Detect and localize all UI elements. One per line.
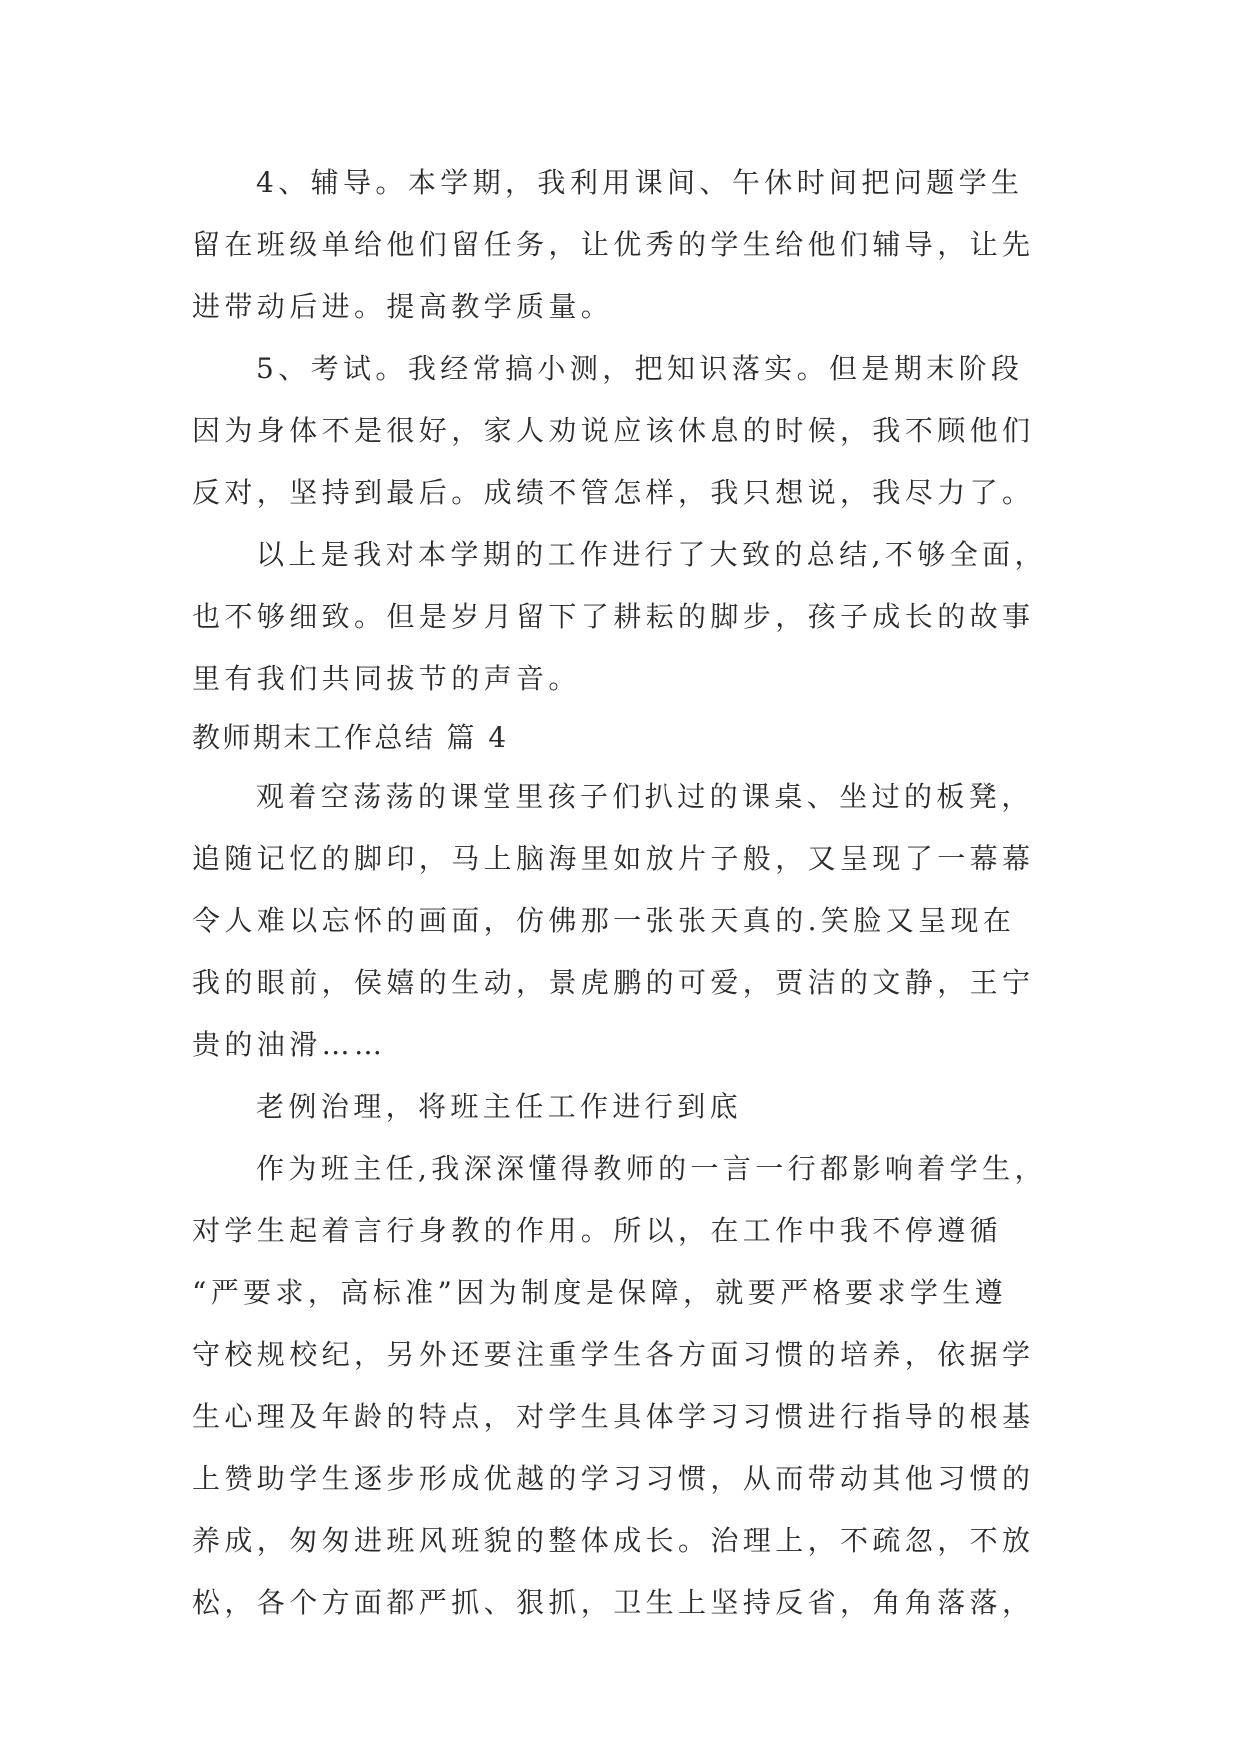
- text-line: 5、考试。我经常搞小测，把知识落实。但是期末阶段: [256, 352, 1024, 385]
- text-line: 松，各个方面都严抓、狠抓，卫生上坚持反省，角角落落，: [192, 1586, 1035, 1619]
- text-line: 对学生起着言行身教的作用。所以，在工作中我不停遵循: [192, 1214, 1003, 1247]
- document-page: [192, 152, 1052, 1634]
- text-line: 观着空荡荡的课堂里孩子们扒过的课桌、坐过的板凳，: [256, 780, 1034, 813]
- text-line: 反对，坚持到最后。成绩不管怎样，我只想说，我尽力了。: [192, 476, 1035, 509]
- text-line: 令人难以忘怀的画面，仿佛那一张张天真的.笑脸又呈现在: [192, 904, 1016, 937]
- text-line: 也不够细致。但是岁月留下了耕耘的脚步，孩子成长的故事: [192, 600, 1035, 633]
- paragraph-class-teacher: [192, 1138, 1052, 1634]
- paragraph-exams: [192, 338, 1052, 524]
- text-line: 守校规校纪，另外还要注重学生各方面习惯的培养，依据学: [192, 1338, 1035, 1371]
- text-line: 生心理及年龄的特点，对学生具体学习习惯进行指导的根基: [192, 1400, 1035, 1433]
- section-title: 教师期末工作总结 篇 4: [192, 721, 509, 754]
- text-line: 里有我们共同拔节的声音。: [192, 662, 581, 695]
- text-line: 进带动后进。提高教学质量。: [192, 290, 614, 323]
- text-line: 我的眼前，侯嬉的生动，景虎鹏的可爱，贾洁的文静，王宁: [192, 966, 1035, 999]
- text-line: 作为班主任,我深深懂得教师的一言一行都影响着学生，: [256, 1152, 1047, 1185]
- text-line: 因为身体不是很好，家人劝说应该休息的时候，我不顾他们: [192, 414, 1035, 447]
- text-line: 上赞助学生逐步形成优越的学习习惯，从而带动其他习惯的: [192, 1462, 1035, 1495]
- text-line: 4、辅导。本学期，我利用课间、午休时间把问题学生: [256, 166, 1024, 199]
- text-line: 养成，匆匆进班风班貌的整体成长。治理上，不疏忽，不放: [192, 1524, 1035, 1557]
- text-line: 留在班级单给他们留任务，让优秀的学生给他们辅导，让先: [192, 228, 1035, 261]
- text-line: 以上是我对本学期的工作进行了大致的总结,不够全面，: [256, 538, 1047, 571]
- text-line: “严要求，高标准”因为制度是保障，就要严格要求学生遵: [192, 1276, 1008, 1309]
- paragraph-subheading: [192, 1076, 1052, 1138]
- text-line: 贵的油滑……: [192, 1028, 387, 1061]
- paragraph-tutoring: [192, 152, 1052, 338]
- text-line: 追随记忆的脚印，马上脑海里如放片子般，又呈现了一幕幕: [192, 842, 1035, 875]
- paragraph-memories: [192, 766, 1052, 1076]
- text-line: 老例治理，将班主任工作进行到底: [256, 1090, 743, 1123]
- paragraph-summary: [192, 524, 1052, 710]
